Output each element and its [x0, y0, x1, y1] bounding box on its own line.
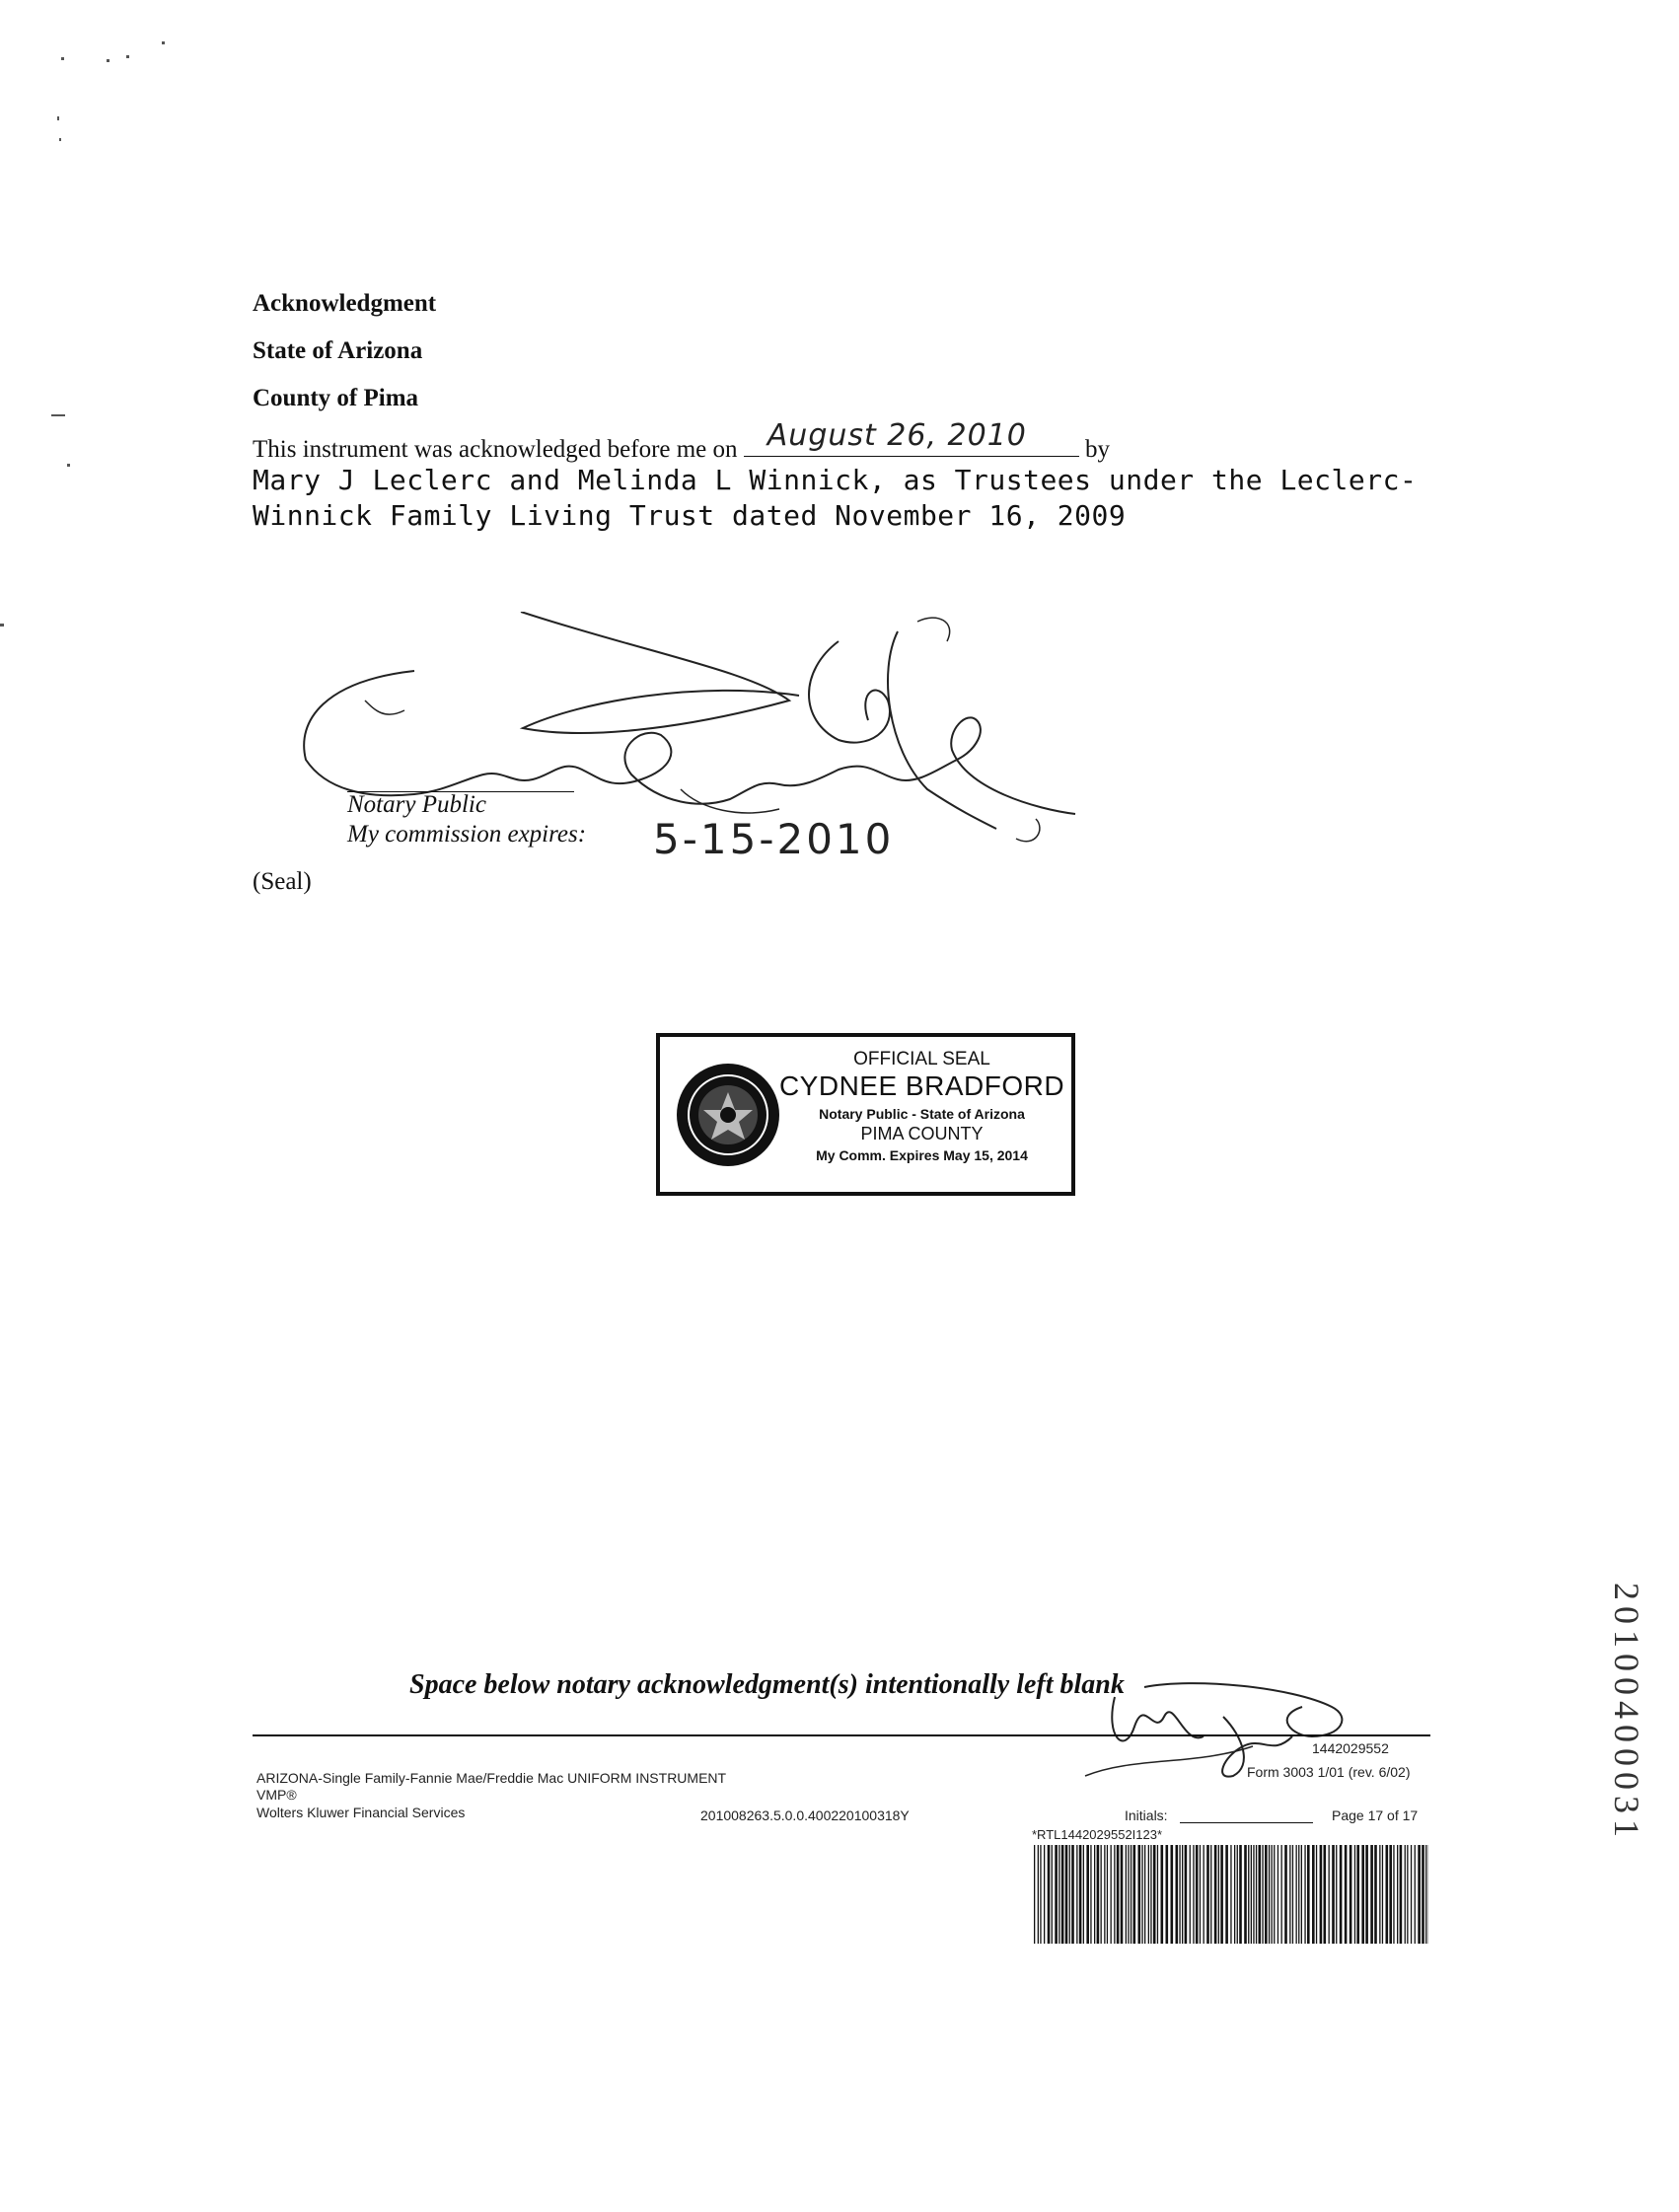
barcode-bar: [1094, 1845, 1095, 1944]
barcode-bar: [1117, 1845, 1120, 1944]
official-notary-seal: [656, 1033, 1075, 1196]
seal-label: (Seal): [253, 868, 312, 895]
footer-rule: [253, 1734, 1430, 1736]
footer-vmp: VMP®: [256, 1787, 297, 1803]
seal-name: CYDNEE BRADFORD: [778, 1070, 1065, 1101]
barcode-bar: [1248, 1845, 1249, 1944]
footer-publisher: Wolters Kluwer Financial Services: [256, 1805, 466, 1820]
barcode-bar: [1133, 1845, 1136, 1944]
barcode-bar: [1052, 1845, 1053, 1944]
barcode-bar: [1374, 1845, 1377, 1944]
barcode-bar: [1214, 1845, 1217, 1944]
barcode-bar: [1038, 1845, 1039, 1944]
barcode-bar: [1225, 1845, 1228, 1944]
barcode-bar: [1269, 1845, 1270, 1944]
county-line: County of Pima: [253, 385, 419, 411]
barcode-bar: [1161, 1845, 1164, 1944]
handwritten-commission-date: 5-15-2010: [653, 815, 895, 863]
loan-number: 1442029552: [1312, 1740, 1389, 1756]
barcode-bar: [1386, 1845, 1389, 1944]
barcode-bar: [1141, 1845, 1142, 1944]
barcode-bar: [1086, 1845, 1089, 1944]
barcode-bar: [1071, 1845, 1074, 1944]
barcode-bar: [1251, 1845, 1252, 1944]
barcode-bar: [1356, 1845, 1359, 1944]
acknowledged-prefix: This instrument was acknowledged before me on: [253, 436, 738, 463]
barcode-bar: [1361, 1845, 1364, 1944]
barcode-bar: [1296, 1845, 1297, 1944]
seal-title: OFFICIAL SEAL: [853, 1049, 990, 1069]
barcode-bar: [1083, 1845, 1084, 1944]
document-barcode: [1034, 1845, 1428, 1944]
seal-expiry: My Comm. Expires May 15, 2014: [816, 1147, 1028, 1163]
barcode-bar: [1256, 1845, 1257, 1944]
date-blank: [744, 418, 1079, 457]
barcode-bar: [1389, 1845, 1392, 1944]
barcode-bar: [1150, 1845, 1151, 1944]
barcode-bar: [1237, 1845, 1238, 1944]
barcode-bar: [1365, 1845, 1368, 1944]
barcode-bar: [1350, 1845, 1352, 1944]
handwritten-date: August 26, 2010: [766, 418, 1027, 453]
barcode-bar: [1425, 1845, 1426, 1944]
barcode-bar: [1034, 1845, 1035, 1944]
barcode-bar: [1097, 1845, 1100, 1944]
scan-speck: [61, 57, 64, 60]
footer-doc-code: 201008263.5.0.0.400220100318Y: [700, 1807, 910, 1823]
barcode-bar: [1065, 1845, 1068, 1944]
barcode-bar: [1259, 1845, 1262, 1944]
barcode-bar: [1415, 1845, 1416, 1944]
barcode-bar: [1244, 1845, 1247, 1944]
barcode-bar: [1126, 1845, 1127, 1944]
barcode-bar: [1393, 1845, 1394, 1944]
scan-speck: [0, 624, 4, 627]
barcode-bar: [1307, 1845, 1310, 1944]
barcode-bar: [1400, 1845, 1403, 1944]
barcode-bar: [1274, 1845, 1275, 1944]
page-number: Page 17 of 17: [1332, 1807, 1419, 1823]
barcode-bar: [1284, 1845, 1287, 1944]
barcode-bar: [1370, 1845, 1373, 1944]
barcode-bar: [1107, 1845, 1108, 1944]
scan-speck: [67, 464, 70, 467]
barcode-bar: [1144, 1845, 1145, 1944]
barcode-bar: [1040, 1845, 1041, 1944]
acknowledged-suffix: by: [1085, 436, 1111, 463]
barcode-bar: [1218, 1845, 1219, 1944]
blank-notice: Space below notary acknowledgment(s) intentionally left blank: [409, 1669, 1125, 1700]
barcode-bar: [1281, 1845, 1282, 1944]
barcode-bar: [1336, 1845, 1337, 1944]
barcode-bar: [1166, 1845, 1169, 1944]
barcode-bar: [1407, 1845, 1408, 1944]
barcode-bar: [1298, 1845, 1299, 1944]
barcode-bar: [1340, 1845, 1343, 1944]
form-number: Form 3003 1/01 (rev. 6/02): [1247, 1764, 1411, 1780]
barcode-bar: [1239, 1845, 1242, 1944]
barcode-bar: [1176, 1845, 1179, 1944]
barcode-bar: [1220, 1845, 1223, 1944]
barcode-bar: [1422, 1845, 1424, 1944]
acknowledged-line: [253, 418, 1111, 464]
barcode-bar: [1061, 1845, 1064, 1944]
barcode-bar: [1405, 1845, 1406, 1944]
state-line: State of Arizona: [253, 337, 423, 364]
initials-label: Initials:: [1125, 1807, 1168, 1823]
barcode-bar: [1104, 1845, 1105, 1944]
barcode-bar: [1153, 1845, 1156, 1944]
barcode-bar: [1345, 1845, 1348, 1944]
scan-speck: [57, 116, 59, 120]
barcode-bar: [1079, 1845, 1082, 1944]
barcode-bar: [1234, 1845, 1235, 1944]
acknowledgment-heading: Acknowledgment: [253, 290, 437, 317]
barcode-bar: [1200, 1845, 1201, 1944]
barcode-bar: [1090, 1845, 1091, 1944]
barcode-bar: [1138, 1845, 1141, 1944]
barcode-bar: [1210, 1845, 1211, 1944]
barcode-bar: [1206, 1845, 1209, 1944]
barcode-bar: [1157, 1845, 1158, 1944]
barcode-bar: [1397, 1845, 1398, 1944]
barcode-bar: [1354, 1845, 1355, 1944]
barcode-bar: [1292, 1845, 1293, 1944]
barcode-bar: [1411, 1845, 1412, 1944]
barcode-bar: [1179, 1845, 1180, 1944]
arizona-state-seal-emblem: [674, 1061, 782, 1169]
barcode-bar: [1332, 1845, 1335, 1944]
barcode-bar: [1171, 1845, 1174, 1944]
barcode-bar: [1131, 1845, 1132, 1944]
scan-speck: [59, 138, 61, 141]
barcode-bar: [1076, 1845, 1077, 1944]
barcode-bar: [1069, 1845, 1070, 1944]
barcode-text: *RTL1442029552I123*: [1032, 1827, 1163, 1842]
barcode-bar: [1418, 1845, 1421, 1944]
barcode-bar: [1101, 1845, 1102, 1944]
scan-speck: [51, 414, 65, 416]
seal-county: PIMA COUNTY: [860, 1124, 984, 1143]
barcode-bar: [1320, 1845, 1323, 1944]
scan-speck: [126, 55, 129, 58]
commission-expires-label: My commission expires:: [347, 821, 587, 848]
barcode-bar: [1044, 1845, 1045, 1944]
barcode-bar: [1111, 1845, 1112, 1944]
scan-speck: [162, 41, 165, 44]
seal-notary-line: Notary Public - State of Arizona: [819, 1106, 1025, 1122]
barcode-bar: [1301, 1845, 1302, 1944]
barcode-bar: [1379, 1845, 1380, 1944]
barcode-bar: [1114, 1845, 1115, 1944]
barcode-bar: [1265, 1845, 1268, 1944]
barcode-bar: [1048, 1845, 1051, 1944]
barcode-bar: [1289, 1845, 1290, 1944]
barcode-bar: [1316, 1845, 1317, 1944]
barcode-bar: [1128, 1845, 1129, 1944]
barcode-bar: [1193, 1845, 1194, 1944]
barcode-bar: [1121, 1845, 1124, 1944]
trustee-line-2: Winnick Family Living Trust dated November 16, 2009: [253, 499, 1127, 532]
barcode-bar: [1312, 1845, 1315, 1944]
barcode-bar: [1058, 1845, 1059, 1944]
notary-public-label: Notary Public: [347, 791, 486, 818]
recording-side-number: 20100400031: [1607, 1583, 1646, 1843]
footer-instrument-line: ARIZONA-Single Family-Fannie Mae/Freddie Mac UNIFORM INSTRUMENT: [256, 1770, 727, 1786]
barcode-bar: [1055, 1845, 1058, 1944]
barcode-bar: [1304, 1845, 1305, 1944]
scan-speck: [107, 59, 110, 62]
barcode-bar: [1230, 1845, 1231, 1944]
barcode-bar: [1185, 1845, 1188, 1944]
barcode-bar: [1382, 1845, 1383, 1944]
barcode-bar: [1253, 1845, 1254, 1944]
barcode-bar: [1329, 1845, 1330, 1944]
barcode-bar: [1148, 1845, 1149, 1944]
barcode-bar: [1190, 1845, 1191, 1944]
barcode-bar: [1324, 1845, 1327, 1944]
barcode-bar: [1262, 1845, 1263, 1944]
barcode-bar: [1196, 1845, 1199, 1944]
barcode-bar: [1182, 1845, 1183, 1944]
initials-line: [1180, 1822, 1313, 1823]
barcode-bar: [1272, 1845, 1273, 1944]
trustee-line-1: Mary J Leclerc and Melinda L Winnick, as Trustees under the Leclerc-: [253, 464, 1418, 496]
